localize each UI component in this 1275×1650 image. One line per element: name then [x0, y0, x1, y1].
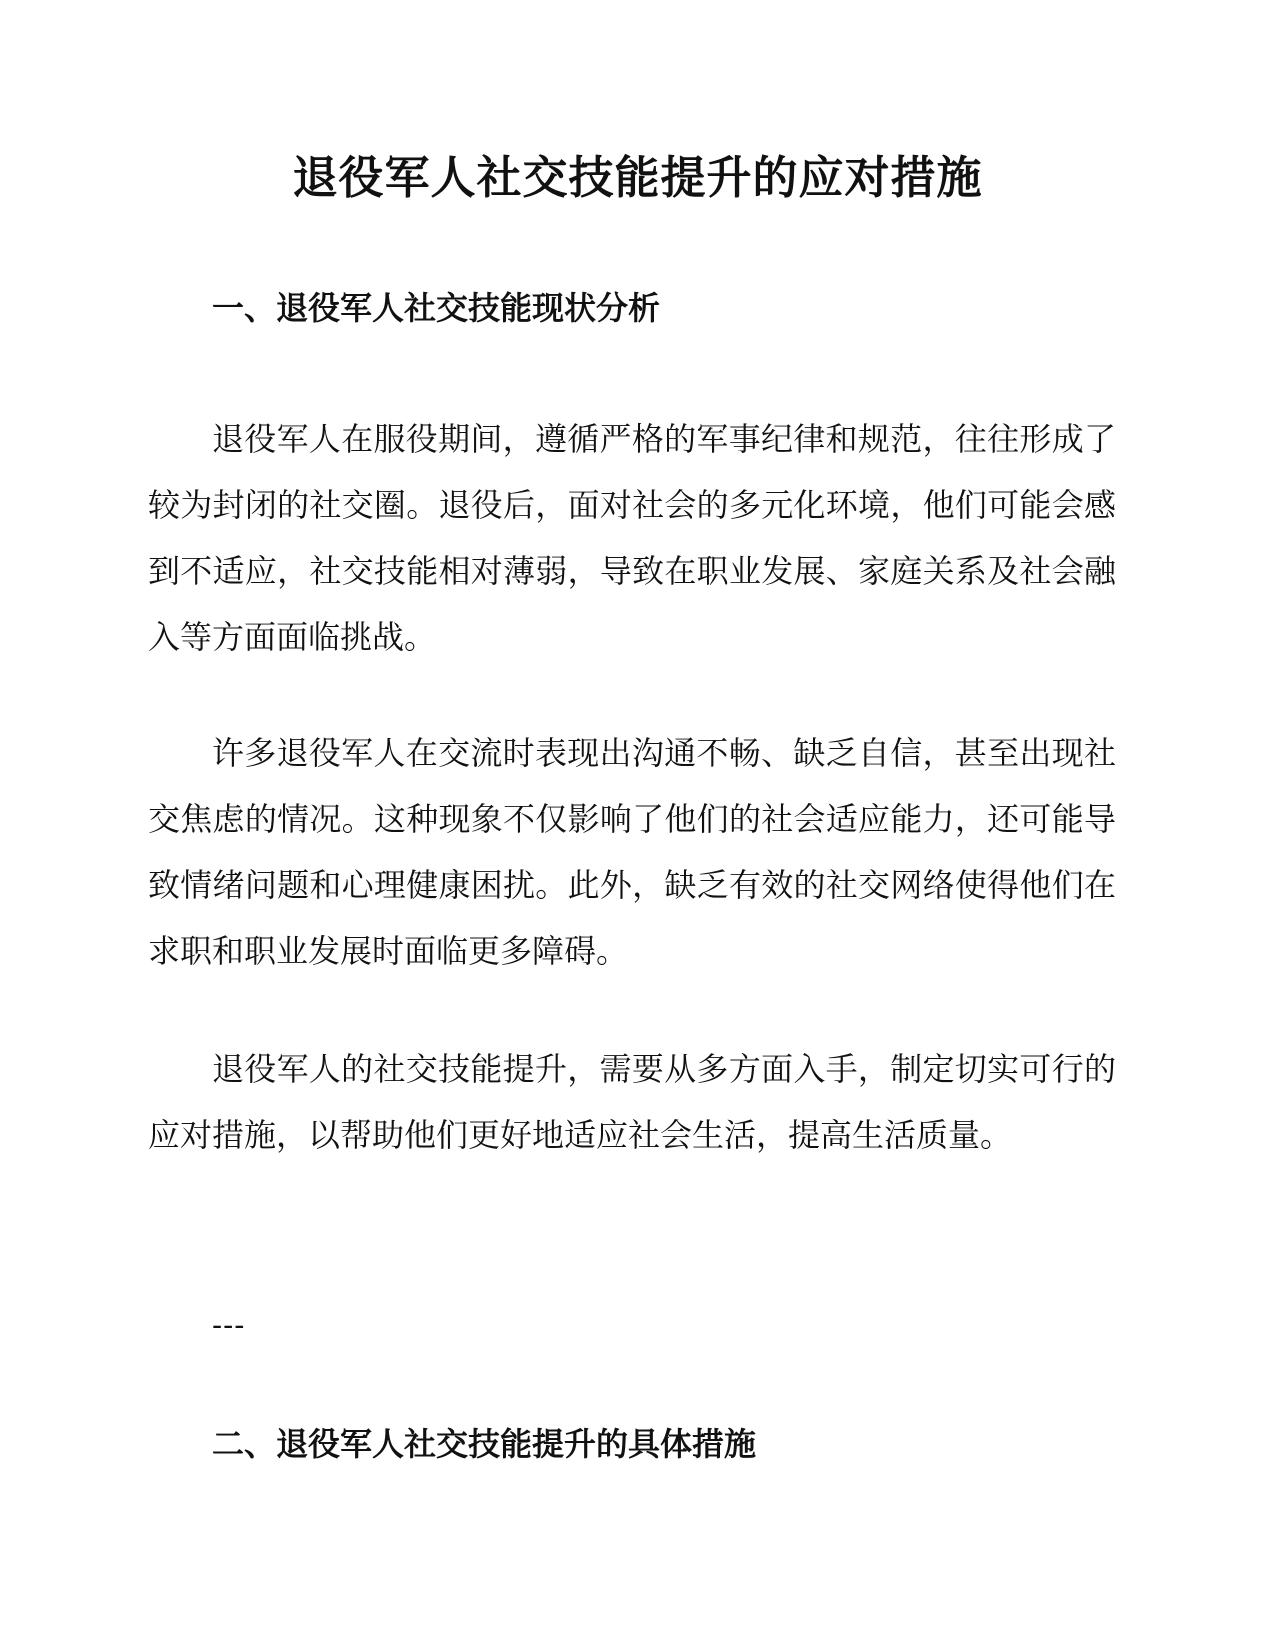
- section-heading-1: 一、退役军人社交技能现状分析: [212, 289, 661, 327]
- section-separator: ---: [212, 1308, 246, 1343]
- document-title: 退役军人社交技能提升的应对措施: [292, 151, 983, 204]
- paragraph-1: 退役军人在服役期间，遵循严格的军事纪律和规范，往往形成了较为封闭的社交圈。退役后，面对社会的多元化环境，他们可能会感到不适应，社交技能相对薄弱，导致在职业发展、家庭关系及社会融入等方面面临挑战。: [148, 420, 1116, 656]
- section-heading-2: 二、退役军人社交技能提升的具体措施: [212, 1425, 757, 1463]
- paragraph-2: 许多退役军人在交流时表现出沟通不畅、缺乏自信，甚至出现社交焦虑的情况。这种现象不仅影响了他们的社会适应能力，还可能导致情绪问题和心理健康困扰。此外，缺乏有效的社交网络使得他们在求职和职业发展时面临更多障碍。: [148, 734, 1116, 970]
- paragraph-3: 退役军人的社交技能提升，需要从多方面入手，制定切实可行的应对措施，以帮助他们更好地适应社会生活，提高生活质量。: [148, 1050, 1116, 1154]
